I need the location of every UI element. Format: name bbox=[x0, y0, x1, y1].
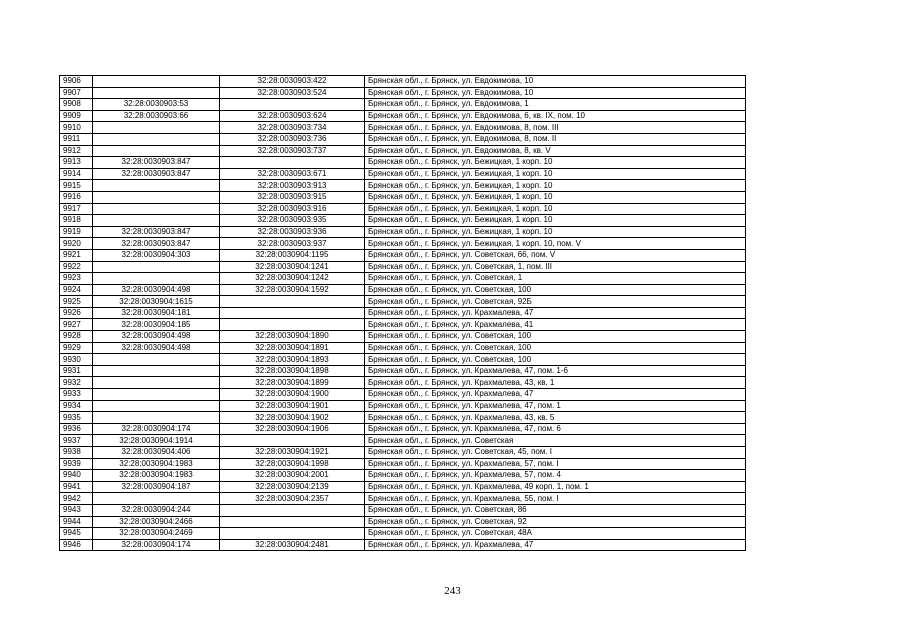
address-cell: Брянская обл., г. Брянск, ул. Советская, 86 bbox=[365, 504, 746, 516]
row-number-cell: 9918 bbox=[60, 215, 93, 227]
table-row bbox=[60, 203, 746, 215]
row-number-cell: 9916 bbox=[60, 191, 93, 203]
address-cell: Брянская обл., г. Брянск, ул. Бежицкая, 1 корп. 10, пом. V bbox=[365, 238, 746, 250]
row-number-cell: 9941 bbox=[60, 481, 93, 493]
cadastral-number-2-cell: 32:28:0030904:1998 bbox=[220, 458, 365, 470]
cadastral-number-2-cell bbox=[220, 157, 365, 169]
cadastral-number-2-cell bbox=[220, 435, 365, 447]
cadastral-number-2-cell: 32:28:0030904:2001 bbox=[220, 470, 365, 482]
row-number-cell: 9914 bbox=[60, 168, 93, 180]
cadastral-number-2-cell: 32:28:0030904:1902 bbox=[220, 412, 365, 424]
cadastral-number-1-cell: 32:28:0030904:1983 bbox=[93, 458, 220, 470]
cadastral-number-2-cell: 32:28:0030903:913 bbox=[220, 180, 365, 192]
cadastral-number-1-cell: 32:28:0030903:847 bbox=[93, 238, 220, 250]
address-cell: Брянская обл., г. Брянск, ул. Советская, 1, пом. III bbox=[365, 261, 746, 273]
cadastral-number-2-cell: 32:28:0030903:524 bbox=[220, 87, 365, 99]
row-number-cell: 9926 bbox=[60, 307, 93, 319]
row-number-cell: 9927 bbox=[60, 319, 93, 331]
row-number-cell: 9908 bbox=[60, 99, 93, 111]
row-number-cell: 9912 bbox=[60, 145, 93, 157]
address-cell: Брянская обл., г. Брянск, ул. Советская, 45, пом. I bbox=[365, 447, 746, 459]
table-row bbox=[60, 133, 746, 145]
cadastral-number-1-cell bbox=[93, 365, 220, 377]
table-row bbox=[60, 423, 746, 435]
row-number-cell: 9939 bbox=[60, 458, 93, 470]
table-row bbox=[60, 157, 746, 169]
table-row bbox=[60, 249, 746, 261]
address-cell: Брянская обл., г. Брянск, ул. Советская, 100 bbox=[365, 342, 746, 354]
address-cell: Брянская обл., г. Брянск, ул. Советская, 92Б bbox=[365, 296, 746, 308]
row-number-cell: 9929 bbox=[60, 342, 93, 354]
cadastral-number-1-cell: 32:28:0030904:174 bbox=[93, 423, 220, 435]
cadastral-number-1-cell: 32:28:0030904:1615 bbox=[93, 296, 220, 308]
table-row bbox=[60, 296, 746, 308]
row-number-cell: 9925 bbox=[60, 296, 93, 308]
cadastral-number-2-cell: 32:28:0030904:1898 bbox=[220, 365, 365, 377]
cadastral-number-1-cell: 32:28:0030904:244 bbox=[93, 504, 220, 516]
table-row bbox=[60, 504, 746, 516]
cadastral-number-1-cell bbox=[93, 412, 220, 424]
cadastral-number-1-cell: 32:28:0030904:2466 bbox=[93, 516, 220, 528]
cadastral-number-1-cell: 32:28:0030904:187 bbox=[93, 481, 220, 493]
address-cell: Брянская обл., г. Брянск, ул. Евдокимова, 1 bbox=[365, 99, 746, 111]
cadastral-number-1-cell: 32:28:0030904:498 bbox=[93, 331, 220, 343]
table-row bbox=[60, 238, 746, 250]
table-row bbox=[60, 180, 746, 192]
cadastral-number-2-cell: 32:28:0030903:736 bbox=[220, 133, 365, 145]
table-row bbox=[60, 528, 746, 540]
table-row bbox=[60, 122, 746, 134]
cadastral-number-2-cell: 32:28:0030904:2481 bbox=[220, 539, 365, 551]
table-row bbox=[60, 354, 746, 366]
cadastral-number-2-cell bbox=[220, 528, 365, 540]
address-cell: Брянская обл., г. Брянск, ул. Бежицкая, 1 корп. 10 bbox=[365, 157, 746, 169]
cadastral-number-1-cell: 32:28:0030904:498 bbox=[93, 342, 220, 354]
row-number-cell: 9946 bbox=[60, 539, 93, 551]
row-number-cell: 9928 bbox=[60, 331, 93, 343]
row-number-cell: 9907 bbox=[60, 87, 93, 99]
row-number-cell: 9942 bbox=[60, 493, 93, 505]
address-cell: Брянская обл., г. Брянск, ул. Евдокимова, 8, пом. III bbox=[365, 122, 746, 134]
row-number-cell: 9919 bbox=[60, 226, 93, 238]
table-row bbox=[60, 365, 746, 377]
address-cell: Брянская обл., г. Брянск, ул. Бежицкая, 1 корп. 10 bbox=[365, 168, 746, 180]
cadastral-number-2-cell: 32:28:0030904:1195 bbox=[220, 249, 365, 261]
row-number-cell: 9915 bbox=[60, 180, 93, 192]
table-row bbox=[60, 400, 746, 412]
address-cell: Брянская обл., г. Брянск, ул. Крахмалева, 47, пом. 1 bbox=[365, 400, 746, 412]
cadastral-number-2-cell: 32:28:0030903:916 bbox=[220, 203, 365, 215]
table-row bbox=[60, 284, 746, 296]
table-row bbox=[60, 191, 746, 203]
cadastral-number-1-cell bbox=[93, 261, 220, 273]
row-number-cell: 9936 bbox=[60, 423, 93, 435]
registry-table bbox=[59, 75, 746, 551]
table-row bbox=[60, 389, 746, 401]
cadastral-number-1-cell bbox=[93, 203, 220, 215]
table-row bbox=[60, 539, 746, 551]
cadastral-number-2-cell: 32:28:0030904:1242 bbox=[220, 273, 365, 285]
cadastral-number-1-cell: 32:28:0030904:1914 bbox=[93, 435, 220, 447]
table-row bbox=[60, 377, 746, 389]
address-cell: Брянская обл., г. Брянск, ул. Крахмалева, 41 bbox=[365, 319, 746, 331]
row-number-cell: 9910 bbox=[60, 122, 93, 134]
address-cell: Брянская обл., г. Брянск, ул. Евдокимова, 6, кв. IX, пом. 10 bbox=[365, 110, 746, 122]
cadastral-number-2-cell: 32:28:0030903:937 bbox=[220, 238, 365, 250]
row-number-cell: 9938 bbox=[60, 447, 93, 459]
row-number-cell: 9906 bbox=[60, 76, 93, 88]
table-row bbox=[60, 447, 746, 459]
cadastral-number-1-cell bbox=[93, 377, 220, 389]
row-number-cell: 9917 bbox=[60, 203, 93, 215]
cadastral-number-2-cell: 32:28:0030904:1592 bbox=[220, 284, 365, 296]
cadastral-number-2-cell: 32:28:0030903:935 bbox=[220, 215, 365, 227]
address-cell: Брянская обл., г. Брянск, ул. Евдокимова, 10 bbox=[365, 76, 746, 88]
cadastral-number-2-cell: 32:28:0030904:1906 bbox=[220, 423, 365, 435]
address-cell: Брянская обл., г. Брянск, ул. Евдокимова, 10 bbox=[365, 87, 746, 99]
table-row bbox=[60, 168, 746, 180]
cadastral-number-1-cell bbox=[93, 493, 220, 505]
address-cell: Брянская обл., г. Брянск, ул. Евдокимова, 8, кв. V bbox=[365, 145, 746, 157]
cadastral-number-1-cell bbox=[93, 76, 220, 88]
cadastral-number-1-cell: 32:28:0030904:1983 bbox=[93, 470, 220, 482]
registry-table-body bbox=[60, 76, 746, 551]
cadastral-number-1-cell: 32:28:0030903:53 bbox=[93, 99, 220, 111]
cadastral-number-1-cell bbox=[93, 400, 220, 412]
row-number-cell: 9934 bbox=[60, 400, 93, 412]
cadastral-number-1-cell bbox=[93, 122, 220, 134]
cadastral-number-2-cell: 32:28:0030904:2139 bbox=[220, 481, 365, 493]
address-cell: Брянская обл., г. Брянск, ул. Крахмалева, 57, пом. 4 bbox=[365, 470, 746, 482]
table-row bbox=[60, 342, 746, 354]
table-row bbox=[60, 470, 746, 482]
cadastral-number-1-cell bbox=[93, 180, 220, 192]
table-row bbox=[60, 435, 746, 447]
cadastral-number-2-cell: 32:28:0030904:1890 bbox=[220, 331, 365, 343]
cadastral-number-2-cell: 32:28:0030903:671 bbox=[220, 168, 365, 180]
table-row bbox=[60, 307, 746, 319]
row-number-cell: 9913 bbox=[60, 157, 93, 169]
address-cell: Брянская обл., г. Брянск, ул. Бежицкая, 1 корп. 10 bbox=[365, 203, 746, 215]
row-number-cell: 9933 bbox=[60, 389, 93, 401]
cadastral-number-1-cell: 32:28:0030903:847 bbox=[93, 226, 220, 238]
table-row bbox=[60, 261, 746, 273]
cadastral-number-1-cell: 32:28:0030904:303 bbox=[93, 249, 220, 261]
cadastral-number-2-cell bbox=[220, 516, 365, 528]
address-cell: Брянская обл., г. Брянск, ул. Крахмалева, 43, кв. 1 bbox=[365, 377, 746, 389]
address-cell: Брянская обл., г. Брянск, ул. Крахмалева, 47 bbox=[365, 539, 746, 551]
cadastral-number-2-cell bbox=[220, 296, 365, 308]
address-cell: Брянская обл., г. Брянск, ул. Бежицкая, 1 корп. 10 bbox=[365, 215, 746, 227]
cadastral-number-2-cell: 32:28:0030904:1891 bbox=[220, 342, 365, 354]
address-cell: Брянская обл., г. Брянск, ул. Крахмалева, 49 корп. 1, пом. 1 bbox=[365, 481, 746, 493]
row-number-cell: 9924 bbox=[60, 284, 93, 296]
cadastral-number-2-cell: 32:28:0030904:1899 bbox=[220, 377, 365, 389]
cadastral-number-2-cell: 32:28:0030904:1893 bbox=[220, 354, 365, 366]
cadastral-number-2-cell: 32:28:0030903:422 bbox=[220, 76, 365, 88]
cadastral-number-1-cell: 32:28:0030903:847 bbox=[93, 157, 220, 169]
table-row bbox=[60, 319, 746, 331]
cadastral-number-1-cell bbox=[93, 191, 220, 203]
address-cell: Брянская обл., г. Брянск, ул. Советская bbox=[365, 435, 746, 447]
address-cell: Брянская обл., г. Брянск, ул. Крахмалева, 57, пом. I bbox=[365, 458, 746, 470]
table-row bbox=[60, 331, 746, 343]
cadastral-number-2-cell bbox=[220, 307, 365, 319]
table-row bbox=[60, 493, 746, 505]
row-number-cell: 9944 bbox=[60, 516, 93, 528]
cadastral-number-2-cell bbox=[220, 504, 365, 516]
row-number-cell: 9923 bbox=[60, 273, 93, 285]
cadastral-number-1-cell: 32:28:0030904:2469 bbox=[93, 528, 220, 540]
page-number: 243 bbox=[444, 585, 461, 597]
row-number-cell: 9940 bbox=[60, 470, 93, 482]
row-number-cell: 9909 bbox=[60, 110, 93, 122]
table-row bbox=[60, 215, 746, 227]
cadastral-number-2-cell: 32:28:0030904:1901 bbox=[220, 400, 365, 412]
table-row bbox=[60, 76, 746, 88]
row-number-cell: 9922 bbox=[60, 261, 93, 273]
row-number-cell: 9921 bbox=[60, 249, 93, 261]
cadastral-number-2-cell: 32:28:0030903:737 bbox=[220, 145, 365, 157]
cadastral-number-2-cell: 32:28:0030904:1921 bbox=[220, 447, 365, 459]
address-cell: Брянская обл., г. Брянск, ул. Советская, 100 bbox=[365, 331, 746, 343]
row-number-cell: 9932 bbox=[60, 377, 93, 389]
cadastral-number-2-cell bbox=[220, 99, 365, 111]
row-number-cell: 9935 bbox=[60, 412, 93, 424]
address-cell: Брянская обл., г. Брянск, ул. Советская, 92 bbox=[365, 516, 746, 528]
address-cell: Брянская обл., г. Брянск, ул. Крахмалева, 55, пом. I bbox=[365, 493, 746, 505]
cadastral-number-2-cell: 32:28:0030903:936 bbox=[220, 226, 365, 238]
cadastral-number-1-cell bbox=[93, 87, 220, 99]
cadastral-number-2-cell: 32:28:0030903:915 bbox=[220, 191, 365, 203]
row-number-cell: 9945 bbox=[60, 528, 93, 540]
row-number-cell: 9937 bbox=[60, 435, 93, 447]
table-row bbox=[60, 458, 746, 470]
table-row bbox=[60, 516, 746, 528]
address-cell: Брянская обл., г. Брянск, ул. Евдокимова, 8, пом. II bbox=[365, 133, 746, 145]
address-cell: Брянская обл., г. Брянск, ул. Бежицкая, 1 корп. 10 bbox=[365, 226, 746, 238]
table-row bbox=[60, 412, 746, 424]
row-number-cell: 9920 bbox=[60, 238, 93, 250]
row-number-cell: 9931 bbox=[60, 365, 93, 377]
cadastral-number-1-cell bbox=[93, 145, 220, 157]
address-cell: Брянская обл., г. Брянск, ул. Советская, 100 bbox=[365, 284, 746, 296]
cadastral-number-1-cell: 32:28:0030903:66 bbox=[93, 110, 220, 122]
cadastral-number-2-cell: 32:28:0030903:624 bbox=[220, 110, 365, 122]
row-number-cell: 9930 bbox=[60, 354, 93, 366]
address-cell: Брянская обл., г. Брянск, ул. Советская, 100 bbox=[365, 354, 746, 366]
table-row bbox=[60, 87, 746, 99]
table-row bbox=[60, 226, 746, 238]
address-cell: Брянская обл., г. Брянск, ул. Крахмалева, 47 bbox=[365, 389, 746, 401]
cadastral-number-2-cell: 32:28:0030903:734 bbox=[220, 122, 365, 134]
table-row bbox=[60, 145, 746, 157]
cadastral-number-1-cell bbox=[93, 133, 220, 145]
address-cell: Брянская обл., г. Брянск, ул. Крахмалева, 43, кв. 5 bbox=[365, 412, 746, 424]
cadastral-number-1-cell: 32:28:0030904:498 bbox=[93, 284, 220, 296]
cadastral-number-1-cell: 32:28:0030904:181 bbox=[93, 307, 220, 319]
address-cell: Брянская обл., г. Брянск, ул. Бежицкая, 1 корп. 10 bbox=[365, 191, 746, 203]
cadastral-number-1-cell bbox=[93, 273, 220, 285]
table-row bbox=[60, 110, 746, 122]
address-cell: Брянская обл., г. Брянск, ул. Крахмалева, 47 bbox=[365, 307, 746, 319]
cadastral-number-2-cell: 32:28:0030904:1241 bbox=[220, 261, 365, 273]
address-cell: Брянская обл., г. Брянск, ул. Крахмалева, 47, пом. 6 bbox=[365, 423, 746, 435]
cadastral-number-1-cell: 32:28:0030903:847 bbox=[93, 168, 220, 180]
cadastral-number-1-cell: 32:28:0030904:406 bbox=[93, 447, 220, 459]
address-cell: Брянская обл., г. Брянск, ул. Бежицкая, 1 корп. 10 bbox=[365, 180, 746, 192]
address-cell: Брянская обл., г. Брянск, ул. Крахмалева, 47, пом. 1-6 bbox=[365, 365, 746, 377]
cadastral-number-2-cell bbox=[220, 319, 365, 331]
cadastral-number-1-cell bbox=[93, 389, 220, 401]
row-number-cell: 9943 bbox=[60, 504, 93, 516]
cadastral-number-1-cell: 32:28:0030904:174 bbox=[93, 539, 220, 551]
cadastral-number-1-cell: 32:28:0030904:185 bbox=[93, 319, 220, 331]
cadastral-number-2-cell: 32:28:0030904:1900 bbox=[220, 389, 365, 401]
cadastral-number-2-cell: 32:28:0030904:2357 bbox=[220, 493, 365, 505]
table-row bbox=[60, 273, 746, 285]
table-row bbox=[60, 481, 746, 493]
row-number-cell: 9911 bbox=[60, 133, 93, 145]
address-cell: Брянская обл., г. Брянск, ул. Советская, 48А bbox=[365, 528, 746, 540]
cadastral-number-1-cell bbox=[93, 215, 220, 227]
address-cell: Брянская обл., г. Брянск, ул. Советская, 66, пом. V bbox=[365, 249, 746, 261]
cadastral-number-1-cell bbox=[93, 354, 220, 366]
table-row bbox=[60, 99, 746, 111]
address-cell: Брянская обл., г. Брянск, ул. Советская, 1 bbox=[365, 273, 746, 285]
